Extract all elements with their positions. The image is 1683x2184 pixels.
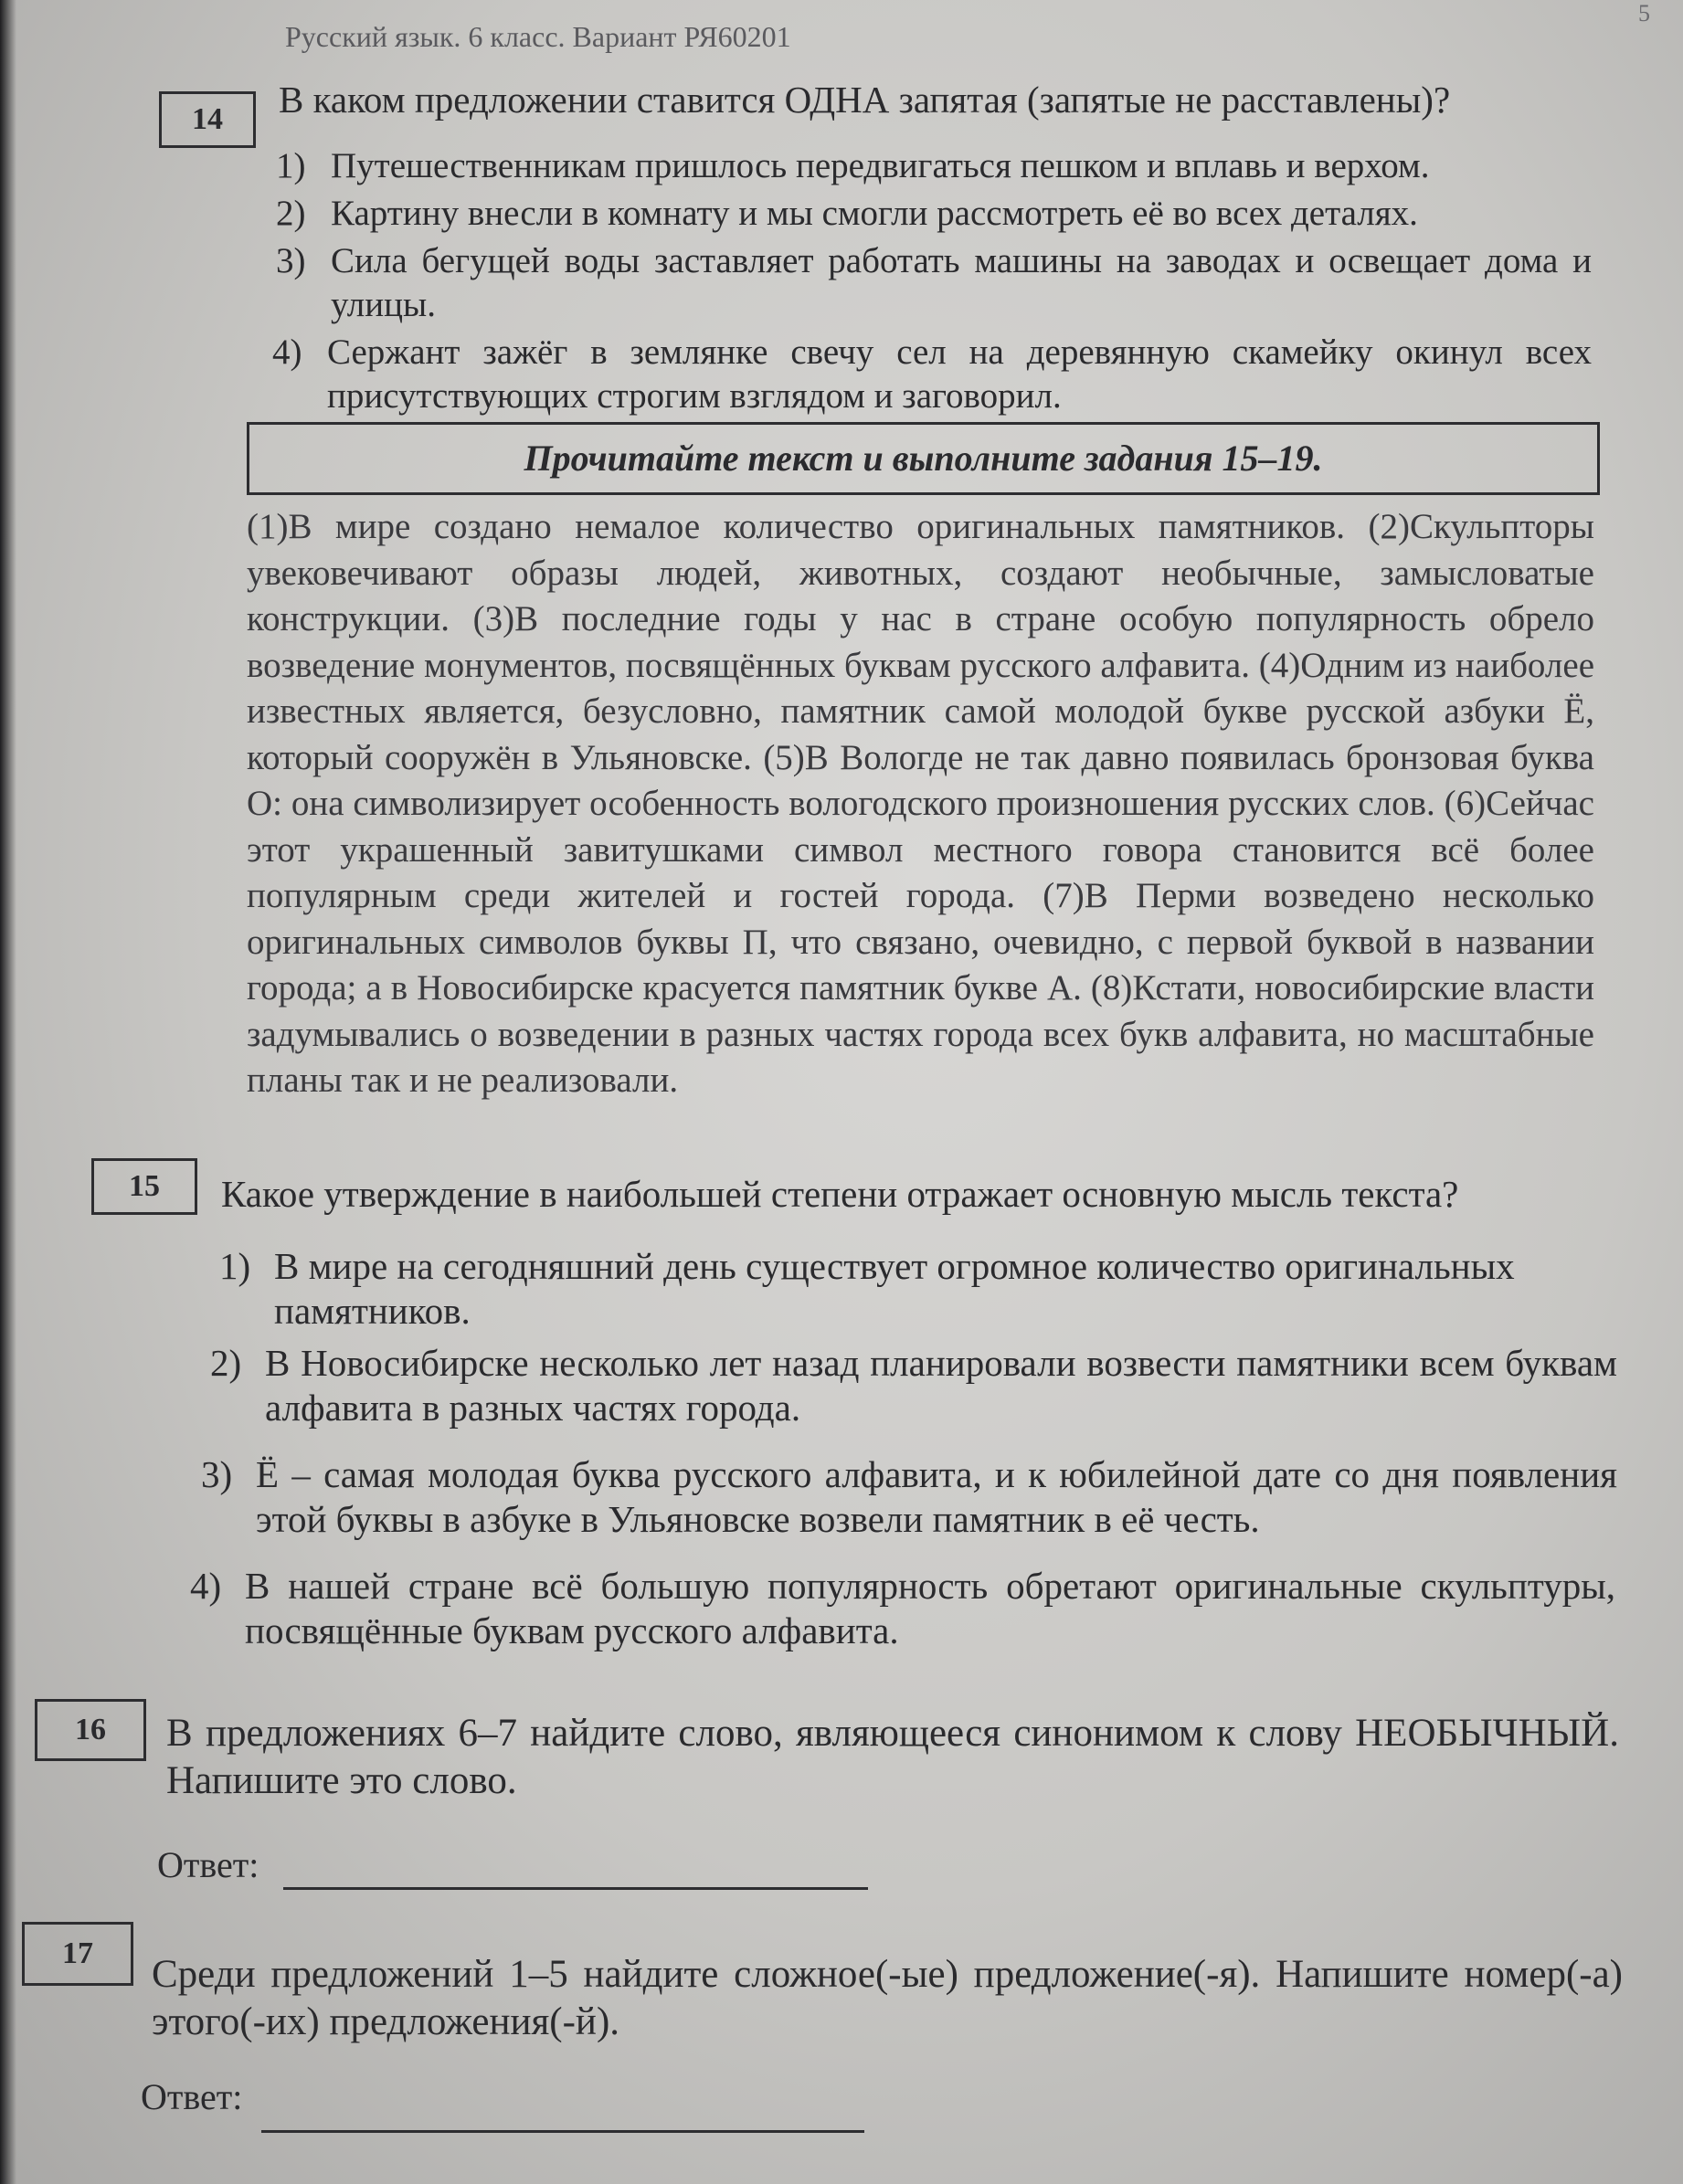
option-text: В мире на сегодняшний день существует огромное количество оригинальных памятников. — [274, 1245, 1515, 1332]
task-14-option-4 — [272, 331, 1592, 418]
page-edge-shadow — [0, 0, 16, 2184]
task-15-option-2 — [210, 1341, 1617, 1430]
task-17-answer-label: Ответ: — [141, 2076, 243, 2117]
option-text: Ё – самая молодая буква русского алфавита, и к юбилейной дате со дня появления этой буквы в азбуке в Ульяновске возвели памятник в её честь. — [256, 1453, 1617, 1540]
option-text: Путешественникам пришлось передвигаться пешком и вплавь и верхом. — [331, 146, 1430, 185]
option-number: 3) — [201, 1453, 233, 1495]
task-17-question: Среди предложений 1–5 найдите сложное(-ые) предложение(-я). Напишите номер(-а) этого(-их) предложения(-й). — [152, 1953, 1623, 2043]
task-15-option-4 — [190, 1564, 1615, 1653]
task-14-option-3 — [276, 239, 1592, 327]
option-text: Сержант зажёг в землянке свечу сел на деревянную скамейку окинул всех присутствующих строгим взглядом и заговорил. — [327, 332, 1592, 416]
option-number: 1) — [219, 1245, 251, 1287]
task-14-number-box: 14 — [159, 91, 256, 148]
page-header: Русский язык. 6 класс. Вариант РЯ60201 — [285, 20, 791, 53]
reading-instruction-banner: Прочитайте текст и выполните задания 15–19. — [247, 422, 1600, 495]
task-15-question: Какое утверждение в наибольшей степени отражает основную мысль текста? — [221, 1173, 1459, 1215]
task-14-option-2 — [276, 192, 1592, 236]
page-number: 5 — [1638, 0, 1650, 26]
task-17-number-box: 17 — [22, 1922, 133, 1986]
task-15-option-1 — [219, 1244, 1617, 1334]
reading-passage: (1)В мире создано немалое количество оригинальных памятников. (2)Скульпторы увековечивают образы людей, животных, создают необычные, замысловатые конструкции. (3)В последние годы у нас в стране особую популярность обрело возведение монументов, посвящённых буквам русского алфавита. (4)Одним из наиболее известных является, безусловно, памятник самой молодой букве русской азбуки Ё, который сооружён в Ульяновске. (5)В Вологде не так давно появилась бронзовая буква О: она символизирует особенность вологодского произношения русских слов. (6)Сейчас этот украшенный завитушками символ местного говора становится всё более популярным среди жителей и гостей города. (7)В Перми возведено несколько оригинальных символов буквы П, что связано, очевидно, с первой буквой в названии города; а в Новосибирске красуется памятник букве А. (8)Кстати, новосибирские власти задумывались о возведении в разных частях города всех букв алфавита, но масштабные планы так и не реализовали. — [247, 507, 1594, 1100]
option-text: Сила бегущей воды заставляет работать машины на заводах и освещает дома и улицы. — [331, 241, 1592, 324]
option-text: Картину внесли в комнату и мы смогли рассмотреть её во всех деталях. — [331, 194, 1418, 233]
option-number: 4) — [190, 1565, 222, 1607]
option-number: 2) — [210, 1342, 242, 1384]
option-number: 4) — [272, 332, 302, 372]
option-text: В Новосибирске несколько лет назад планировали возвести памятники всем буквам алфавита в разных частях города. — [265, 1342, 1617, 1429]
task-17-answer-field[interactable] — [261, 2130, 864, 2133]
task-16-question: В предложениях 6–7 найдите слово, являющееся синонимом к слову НЕОБЫЧНЫЙ. Напишите это слово. — [166, 1712, 1619, 1802]
task-14-option-1 — [276, 144, 1592, 188]
task-14-question: В каком предложении ставится ОДНА запятая (запятые не расставлены)? — [279, 79, 1451, 121]
option-number: 2) — [276, 194, 306, 233]
task-15-option-3 — [201, 1452, 1617, 1542]
option-number: 3) — [276, 241, 306, 280]
option-text: В нашей стране всё большую популярность обретают оригинальные скульптуры, посвящённые буквам русского алфавита. — [245, 1565, 1615, 1651]
task-16-answer-field[interactable] — [283, 1887, 868, 1890]
task-16-answer-label: Ответ: — [157, 1844, 259, 1885]
task-16-number-box: 16 — [35, 1699, 146, 1761]
option-number: 1) — [276, 146, 306, 185]
task-15-number-box: 15 — [91, 1158, 197, 1215]
